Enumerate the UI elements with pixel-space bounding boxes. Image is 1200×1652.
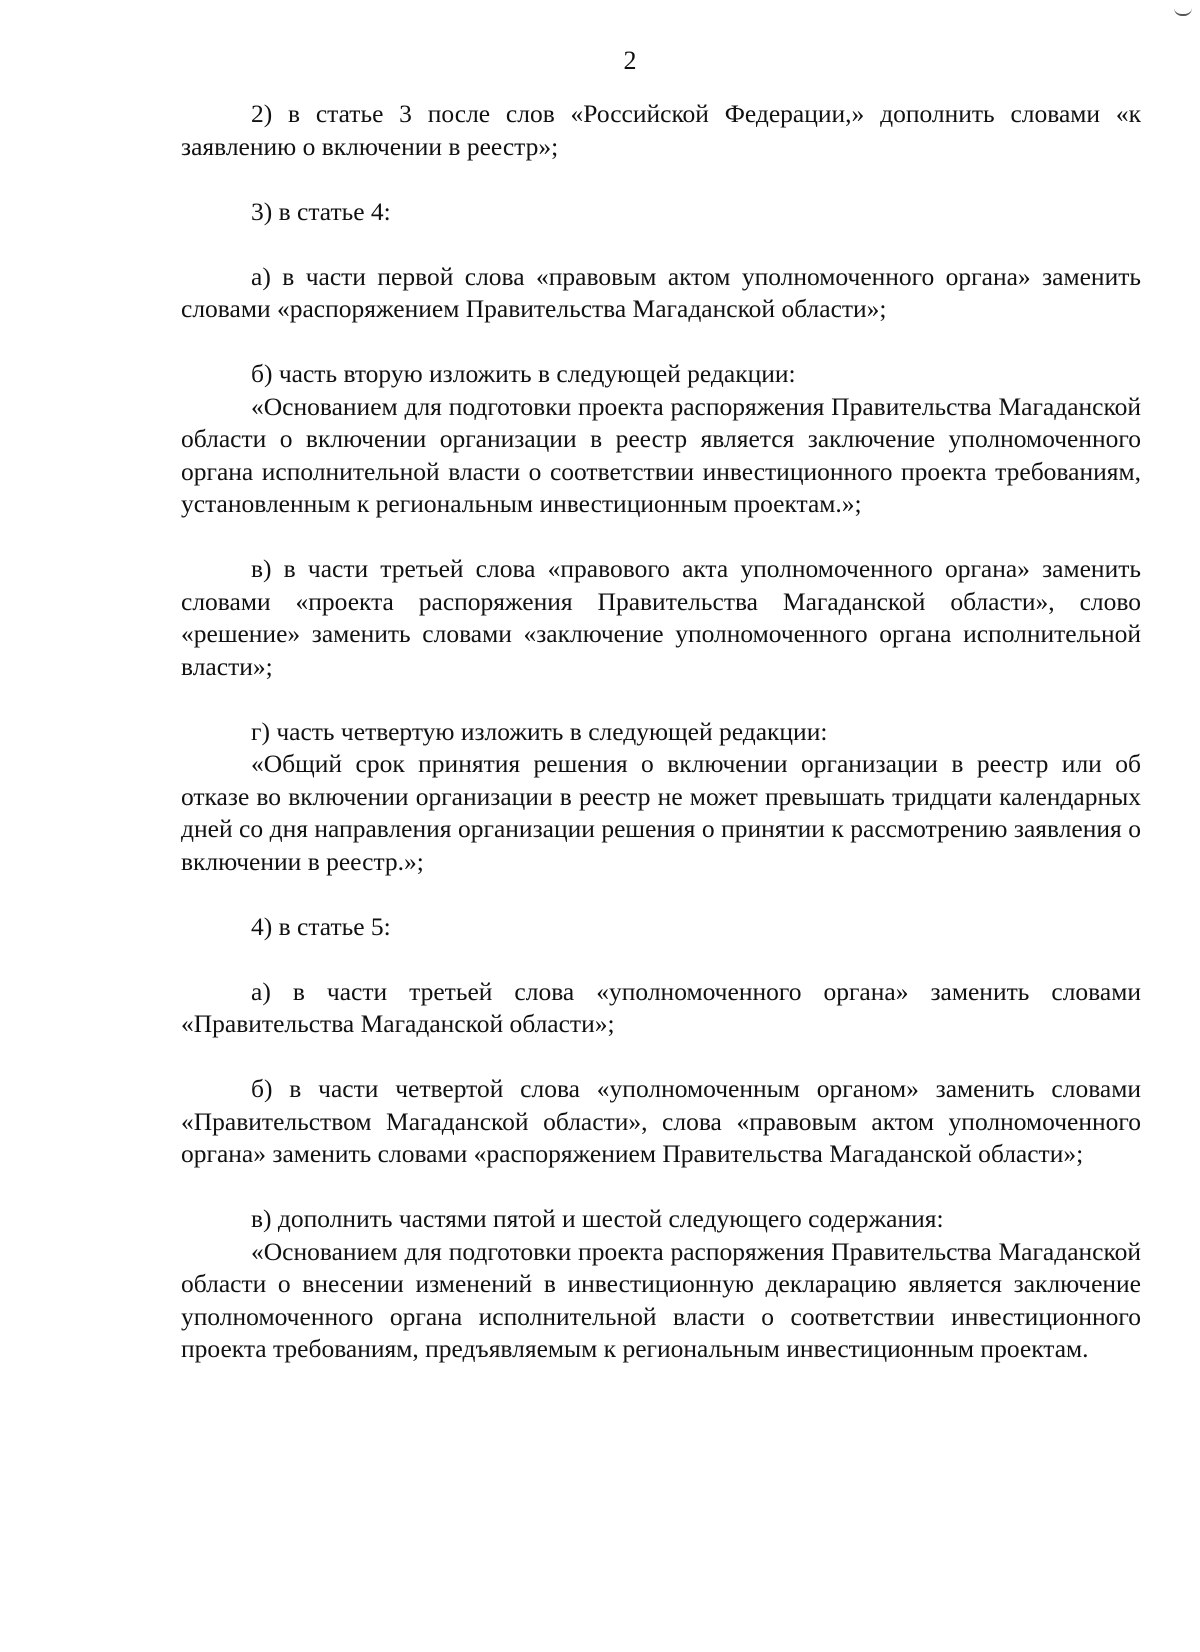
paragraph-article-4-v: в) в части третьей слова «правового акта уполномоченного органа» заменить словами «проекта распоряжения Правительства Магаданской области», слово «решение» заменить словами «заключение уполномоченного органа исполнительной власти»;	[181, 554, 1141, 681]
paragraph-article-5-v-quote: «Основанием для подготовки проекта распоряжения Правительства Магаданской области о внесении изменений в инвестиционную декларацию является заключение уполномоченного органа исполнительной власти о соответствии инвестиционного проекта требованиям, предъявляемым к региональным инвестиционным проектам.	[181, 1236, 1141, 1363]
paragraph-article-5-heading: 4) в статье 5:	[251, 911, 391, 941]
paragraph-article-3: 2) в статье 3 после слов «Российской Федерации,» дополнить словами «к заявлению о включении в реестр»;	[181, 99, 1141, 161]
document-body	[181, 98, 1141, 1366]
paragraph-article-4-a: а) в части первой слова «правовым актом уполномоченного органа» заменить словами «распоряжением Правительства Магаданской области»;	[181, 261, 1141, 323]
paragraph-article-4-heading: 3) в статье 4:	[251, 196, 391, 226]
paragraph-article-4-b-quote: «Основанием для подготовки проекта распоряжения Правительства Магаданской области о включении организации в реестр является заключение уполномоченного органа исполнительной власти о соответствии инвестиционного проекта требованиям, установленным к региональным инвестиционным проектам.»;	[181, 391, 1141, 518]
paragraph-article-4-g-quote: «Общий срок принятия решения о включении организации в реестр или об отказе во включении организации в реестр не может превышать тридцати календарных дней со дня направления организации решения о принятии к рассмотрению заявления о включении в реестр.»;	[181, 749, 1141, 876]
paragraph-article-5-a: а) в части третьей слова «уполномоченного органа» заменить словами «Правительства Магаданской области»;	[181, 976, 1141, 1038]
paragraph-article-5-v: в) дополнить частями пятой и шестой следующего содержания:	[251, 1204, 944, 1233]
paragraph-article-5-b: б) в части четвертой слова «уполномоченным органом» заменить словами «Правительством Магаданской области», слова «правовым актом уполномоченного органа» заменить словами «распоряжением Правительства Магаданской области»;	[181, 1074, 1141, 1168]
corner-scan-mark	[1174, 8, 1192, 16]
paragraph-article-4-b: б) часть вторую изложить в следующей редакции:	[251, 359, 796, 388]
page-number: 2	[623, 46, 637, 75]
paragraph-article-4-g: г) часть четвертую изложить в следующей редакции:	[251, 716, 828, 746]
